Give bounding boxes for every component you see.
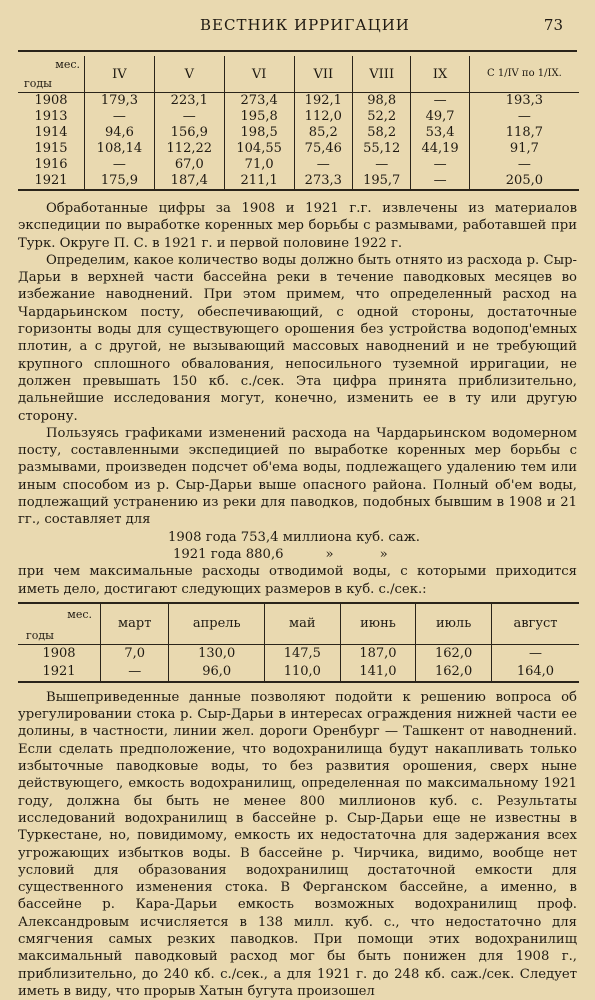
value-cell: 164,0 (491, 663, 579, 682)
value-cell: 192,1 (294, 93, 352, 110)
value-cell: 195,8 (224, 109, 294, 125)
year-cell: 1913 (34, 109, 68, 124)
corner-months-label: мес. (67, 607, 92, 621)
value-cell: 175,9 (85, 173, 155, 190)
year-cell: 1908 (34, 93, 68, 108)
value-cell: 162,0 (416, 644, 492, 663)
column-header: VI (224, 56, 294, 93)
value-cell: 98,8 (352, 93, 410, 110)
table-row (18, 125, 579, 141)
value-cell: — (101, 663, 169, 682)
column-header: август (491, 603, 579, 645)
value-cell: 110,0 (264, 663, 340, 682)
column-header: VIII (352, 56, 410, 93)
table-row (18, 141, 579, 157)
value-cell: 49,7 (411, 109, 469, 125)
value-cell: 52,2 (352, 109, 410, 125)
table-row (18, 93, 579, 110)
table-row (18, 173, 579, 190)
volume-line-1908: 1908 года 753,4 миллиона куб. саж. (168, 529, 420, 545)
value-cell: 223,1 (154, 93, 224, 110)
value-cell: 187,0 (340, 644, 416, 663)
paragraph-1: Обработанные цифры за 1908 и 1921 г.г. извлечены из материалов экспедиции по выработке коренных мер борьбы с размывами, работавшей при Турк. Округе П. С. в 1921 г. и первой половине 1922 г. (18, 201, 577, 251)
value-cell: 112,22 (154, 141, 224, 157)
page-number: 73 (543, 16, 563, 34)
value-cell: — (85, 109, 155, 125)
year-cell: 1908 (42, 645, 76, 661)
column-header: IV (85, 56, 155, 93)
value-cell: — (469, 109, 579, 125)
value-cell: — (411, 157, 469, 173)
value-cell: 85,2 (294, 125, 352, 141)
corner-months-label: мес. (55, 58, 80, 71)
column-header: V (154, 56, 224, 93)
table-row (18, 109, 579, 125)
value-cell: 71,0 (224, 157, 294, 173)
paragraph-4: при чем максимальные расходы отводимой воды, с которыми приходится иметь дело, достигают следующих размеров в куб. с./сек.: (18, 564, 577, 597)
max-discharge-table (18, 602, 579, 683)
table-corner-cell (18, 56, 85, 93)
value-cell: 58,2 (352, 125, 410, 141)
year-cell: 1915 (34, 141, 68, 156)
value-cell: 156,9 (154, 125, 224, 141)
value-cell: — (469, 157, 579, 173)
discharge-table (18, 56, 579, 191)
value-cell: — (85, 157, 155, 173)
value-cell: 162,0 (416, 663, 492, 682)
paragraph-2: Определим, какое количество воды должно быть отнято из расхода р. Сыр-Дарьи в верхней части бассейна реки в течение паводковых месяцев во избежание наводнений. При этом примем, что определенный расход на Чардарьинском посту, обеспечивающий, с одной стороны, достаточные горизонты воды для существующего орошения без устройства водопод'емных плотин, а с другой, не вызывающий массовых наводнений и не требующий крупного сплошного обвалования, непосильного туземной ирригации, не должен превышать 150 кб. с./сек. Эта цифра принята приблизительно, дальнейшие исследования могут, конечно, изменить ее в ту или другую сторону. (18, 252, 577, 424)
value-cell: 193,3 (469, 93, 579, 110)
value-cell: 211,1 (224, 173, 294, 190)
corner-years-label: годы (26, 628, 54, 642)
value-cell: — (411, 93, 469, 110)
year-cell: 1921 (18, 663, 101, 682)
column-header: IX (411, 56, 469, 93)
volume-line-1921: 1921 года 880,6 » » (173, 546, 388, 562)
table-row (18, 157, 579, 173)
paragraph-5: Вышеприведенные данные позволяют подойти к решению вопроса об урегулировании стока р. Сыр-Дарьи в интересах ограждения нижней части ее долины, в частности, линии жел. дороги Оренбург — Ташкент от наводнений. Если сделать предположение, что водохранилища будут накапливать только избыточные паводковые воды, то без развития орошения, сверх ныне действующего, емкость водохранилищ, определенная по максимальному 1921 году, должна бы быть не менее 800 миллионов куб. с. Результаты исследований водохранилищ в бассейне р. Сыр-Дарьи еще не известны в Туркестане, но, повидимому, емкость их недостаточна для задержания всех угрожающих избытков воды. В бассейне р. Чирчика, видимо, вообще нет условий для образования водохранилищ достаточной емкости для существенного изменения стока. В Ферганском бассейне, а именно, в бассейне р. Кара-Дарьи емкость возможных водохранилищ проф. Александровым исчисляется в 138 милл. куб. с., что недостаточно для смягчения самых резких паводков. При помощи этих водохранилищ максимальный паводковый расход мог бы быть понижен для 1908 г., приблизительно, до 240 кб. с./сек., а для 1921 г. до 248 кб. саж./сек. Следует иметь в виду, что прорыв Хатын бугута произошел (18, 689, 577, 999)
value-cell: 44,19 (411, 141, 469, 157)
value-cell: 75,46 (294, 141, 352, 157)
year-cell: 1921 (18, 173, 85, 190)
value-cell: 53,4 (411, 125, 469, 141)
value-cell: — (491, 644, 579, 663)
column-header: март (101, 603, 169, 645)
value-cell: 104,55 (224, 141, 294, 157)
column-header: апрель (169, 603, 265, 645)
value-cell: 273,3 (294, 173, 352, 190)
value-cell: 96,0 (169, 663, 265, 682)
value-cell: 108,14 (85, 141, 155, 157)
value-cell: — (352, 157, 410, 173)
table-corner-cell (18, 603, 101, 645)
value-cell: 273,4 (224, 93, 294, 110)
value-cell: 7,0 (101, 644, 169, 663)
value-cell: 141,0 (340, 663, 416, 682)
column-header: июнь (340, 603, 416, 645)
value-cell: 130,0 (169, 644, 265, 663)
running-header (18, 14, 577, 36)
table-row (18, 644, 579, 663)
value-cell: 147,5 (264, 644, 340, 663)
paragraph-3: Пользуясь графиками изменений расхода на Чардарьинском водомерном посту, составленными экспедицией по выработке коренных мер борьбы с размывами, произведен подсчет об'ема воды, подлежащего удалению тем или иным способом из р. Сыр-Дарьи выше опасного района. Полный об'ем воды, подлежащий устранению из реки для паводков, подобных бывшим в 1908 и 21 гг., составляет для (18, 425, 577, 528)
journal-title: ВЕСТНИК ИРРИГАЦИИ (200, 16, 410, 34)
value-cell: 94,6 (85, 125, 155, 141)
column-header: VII (294, 56, 352, 93)
value-cell: — (294, 157, 352, 173)
corner-years-label: годы (24, 77, 52, 90)
column-header: июль (416, 603, 492, 645)
value-cell: 67,0 (154, 157, 224, 173)
value-cell: 187,4 (154, 173, 224, 190)
value-cell: 112,0 (294, 109, 352, 125)
value-cell: — (154, 109, 224, 125)
column-header: май (264, 603, 340, 645)
year-cell: 1914 (34, 125, 68, 140)
value-cell: 179,3 (85, 93, 155, 110)
value-cell: 205,0 (469, 173, 579, 190)
year-cell: 1916 (34, 157, 68, 172)
header-rule (18, 50, 577, 52)
value-cell: 55,12 (352, 141, 410, 157)
value-cell: 118,7 (469, 125, 579, 141)
value-cell: 195,7 (352, 173, 410, 190)
value-cell: — (411, 173, 469, 190)
table-row (18, 663, 579, 682)
value-cell: 91,7 (469, 141, 579, 157)
value-cell: 198,5 (224, 125, 294, 141)
column-header: С 1/IV по 1/IX. (469, 56, 579, 93)
